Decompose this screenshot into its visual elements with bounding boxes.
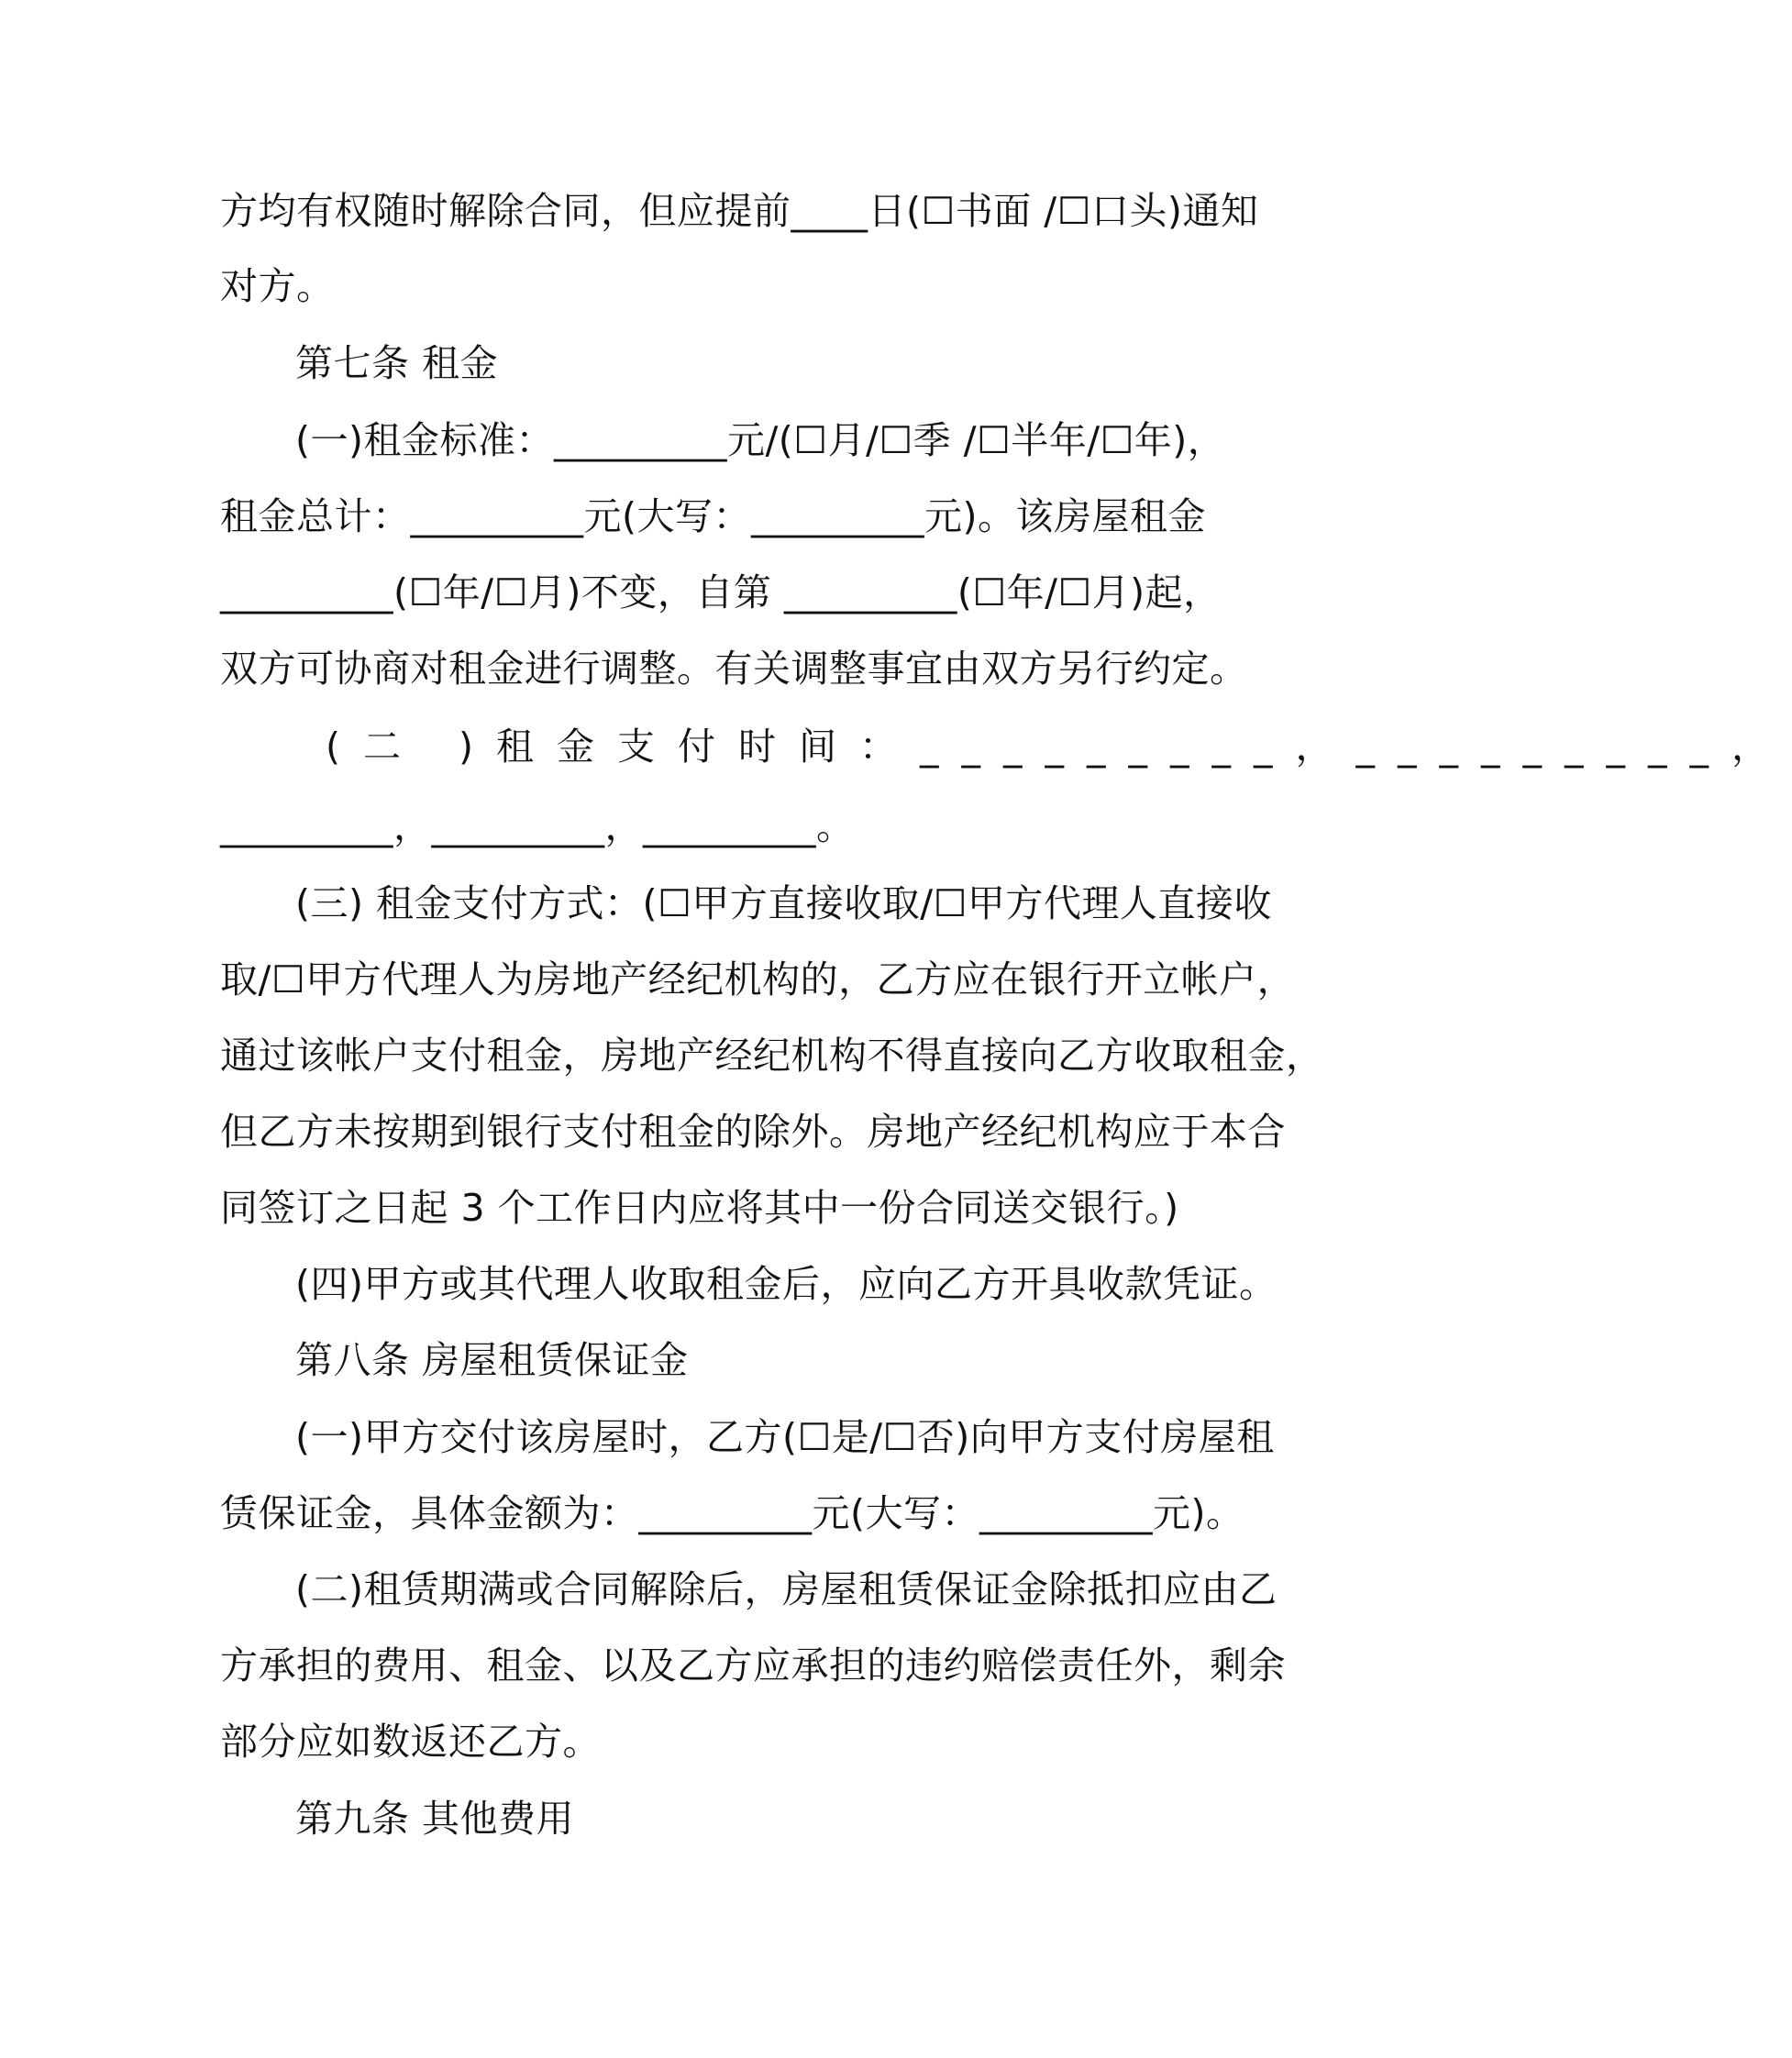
paragraph-line: 赁保证金，具体金额为：_________元(大写：_________元)。 [220,1491,1244,1535]
section-heading-article-7: 第七条 租金 [295,341,499,385]
paragraph-line: _________(☐年/☐月)不变，自第 _________(☐年/☐月)起， [220,570,1222,614]
paragraph-line: 部分应如数返还乙方。 [220,1720,601,1764]
paragraph-line: 双方可协商对租金进行调整。有关调整事宜由双方另行约定。 [220,647,1248,691]
paragraph-line: (一)租金标准：_________元/(☐月/☐季 /☐半年/☐年)， [295,418,1226,462]
paragraph-line: 对方。 [220,264,335,308]
paragraph-line: 同签订之日起 3 个工作日内应将其中一份合同送交银行。) [220,1186,1179,1230]
paragraph-line: 租金总计：_________元(大写：_________元)。该房屋租金 [220,494,1206,538]
paragraph-line: (三) 租金支付方式：(☐甲方直接收取/☐甲方代理人直接收 [295,881,1272,925]
paragraph-line: 取/☐甲方代理人为房地产经纪机构的，乙方应在银行开立帐户， [220,957,1296,1001]
paragraph-line: (一)甲方交付该房屋时，乙方(☐是/☐否)向甲方支付房屋租 [295,1415,1275,1459]
paragraph-line: (二 )租金支付时间：_________，_________， [326,725,1792,769]
section-heading-article-8: 第八条 房屋租赁保证金 [295,1338,689,1382]
paragraph-line: 但乙方未按期到银行支付租金的除外。房地产经纪机构应于本合 [220,1110,1286,1154]
paragraph-line: (二)租赁期满或合同解除后，房屋租赁保证金除抵扣应由乙 [295,1567,1278,1611]
paragraph-line: _________，_________，_________。 [220,804,855,848]
paragraph-line: 通过该帐户支付租金，房地产经纪机构不得直接向乙方收取租金， [220,1034,1324,1078]
paragraph-line: 方均有权随时解除合同，但应提前____日(☐书面 /☐口头)通知 [220,189,1259,233]
section-heading-article-9: 第九条 其他费用 [295,1797,575,1841]
paragraph-line: (四)甲方或其代理人收取租金后，应向乙方开具收款凭证。 [295,1262,1278,1306]
paragraph-line: 方承担的费用、租金、以及乙方应承担的违约赔偿责任外，剩余 [220,1643,1286,1687]
